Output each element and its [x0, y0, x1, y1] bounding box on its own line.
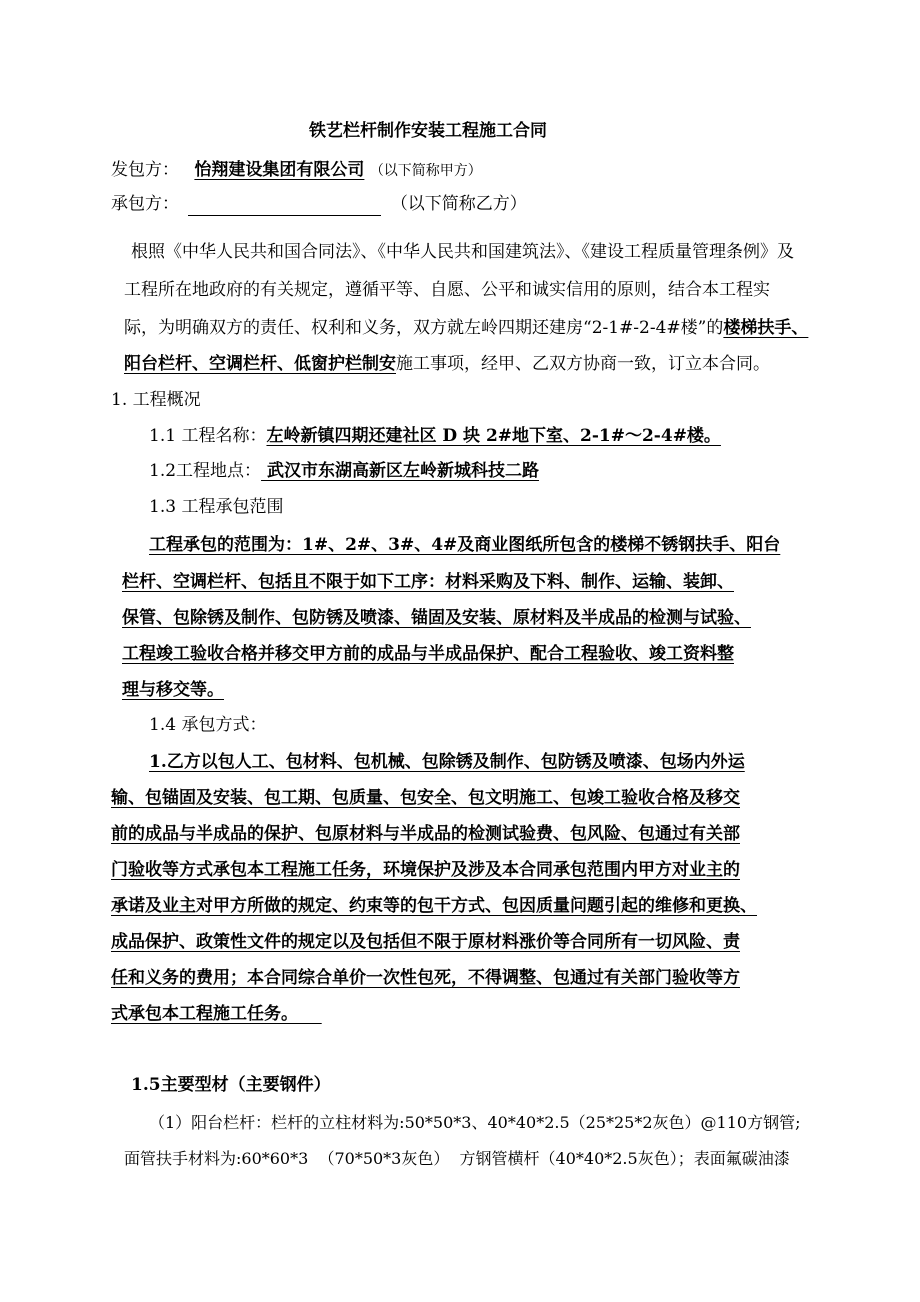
party-b-name-blank [188, 197, 381, 216]
section-1-heading: 1. 工程概况 [111, 390, 201, 410]
materials-line-1: （1）阳台栏杆：栏杆的立柱材料为:50*50*3、40*40*2.5（25*25*2灰色）@110方钢管; [149, 1113, 801, 1132]
item-1-1-label: 1.1 工程名称： [149, 426, 267, 446]
item-1-4-label: 1.4 承包方式： [149, 715, 267, 735]
scope-line-3: 保管、包除锈及制作、包防锈及喷漆、锚固及安装、原材料及半成品的检测与试验、 [122, 608, 751, 628]
mode-line-5: 承诺及业主对甲方所做的规定、约束等的包干方式、包因质量问题引起的维修和更换、 [111, 896, 757, 916]
party-b-label: 承包方： [111, 194, 179, 214]
scope-line-1: 工程承包的范围为：1#、2#、3#、4#及商业图纸所包含的楼梯不锈钢扶手、阳台 [149, 535, 781, 555]
project-location: 武汉市东湖高新区左岭新城科技二路 [261, 461, 539, 481]
mode-line-2: 输、包锚固及安装、包工期、包质量、包安全、包文明施工、包竣工验收合格及移交 [111, 788, 740, 808]
mode-line-6: 成品保护、政策性文件的规定以及包括但不限于原材料涨价等合同所有一切风险、责 [111, 932, 740, 952]
preamble-line-4-text: 施工事项，经甲、乙双方协商一致，订立本合同。 [396, 354, 770, 374]
materials-line-2: 面管扶手材料为:60*60*3 （70*50*3灰色） 方钢管横杆（40*40*2.5灰色）；表面氟碳油漆 [124, 1149, 790, 1168]
page-title: 铁艺栏杆制作安装工程施工合同 [309, 121, 547, 141]
preamble-line-3 [124, 316, 808, 340]
party-a-row [111, 158, 482, 183]
item-1-5-label: 1.5主要型材（主要钢件） [131, 1075, 331, 1095]
project-name: 左岭新镇四期还建社区 D 块 2#地下室、2-1#～2-4#楼。 [266, 426, 721, 446]
preamble-scope-highlight-2: 阳台栏杆、空调栏杆、低窗护栏制安 [124, 354, 396, 374]
party-b-note: （以下简称乙方） [390, 194, 527, 214]
party-a-label: 发包方： [111, 160, 179, 180]
scope-line-2: 栏杆、空调栏杆、包括且不限于如下工序：材料采购及下料、制作、运输、装卸、 [122, 572, 734, 592]
party-a-name: 怡翔建设集团有限公司 [194, 160, 365, 180]
preamble-line-1: 根照《中华人民共和国合同法》、《中华人民共和国建筑法》、《建设工程质量管理条例》及 [131, 242, 794, 262]
mode-line-4: 门验收等方式承包本工程施工任务，环境保护及涉及本合同承包范围内甲方对业主的 [111, 860, 740, 880]
item-1-3-label: 1.3 工程承包范围 [149, 497, 284, 517]
party-a-note: （以下简称甲方） [369, 163, 482, 179]
preamble-line-4 [124, 352, 770, 376]
mode-line-8: 式承包本工程施工任务。 [111, 1004, 322, 1024]
preamble-line-2: 工程所在地政府的有关规定，遵循平等、自愿、公平和诚实信用的原则，结合本工程实 [124, 280, 770, 300]
mode-line-1: 1.乙方以包人工、包材料、包机械、包除锈及制作、包防锈及喷漆、包场内外运 [149, 752, 745, 772]
scope-line-5: 理与移交等。 [122, 680, 224, 700]
item-1-2-label: 1.2工程地点： [149, 461, 262, 481]
scope-line-4: 工程竣工验收合格并移交甲方前的成品与半成品保护、配合工程验收、竣工资料整 [122, 644, 734, 664]
item-1-1 [149, 424, 721, 448]
party-b-row [111, 192, 527, 216]
mode-line-7: 任和义务的费用；本合同综合单价一次性包死，不得调整、包通过有关部门验收等方 [111, 968, 740, 988]
item-1-2 [149, 459, 539, 483]
preamble-scope-highlight-1: 楼梯扶手、 [723, 318, 809, 338]
mode-line-3: 前的成品与半成品的保护、包原材料与半成品的检测试验费、包风险、包通过有关部 [111, 824, 740, 844]
preamble-line-3-text: 际，为明确双方的责任、权利和义务，双方就左岭四期还建房“2-1#-2-4#楼”的 [124, 318, 724, 338]
